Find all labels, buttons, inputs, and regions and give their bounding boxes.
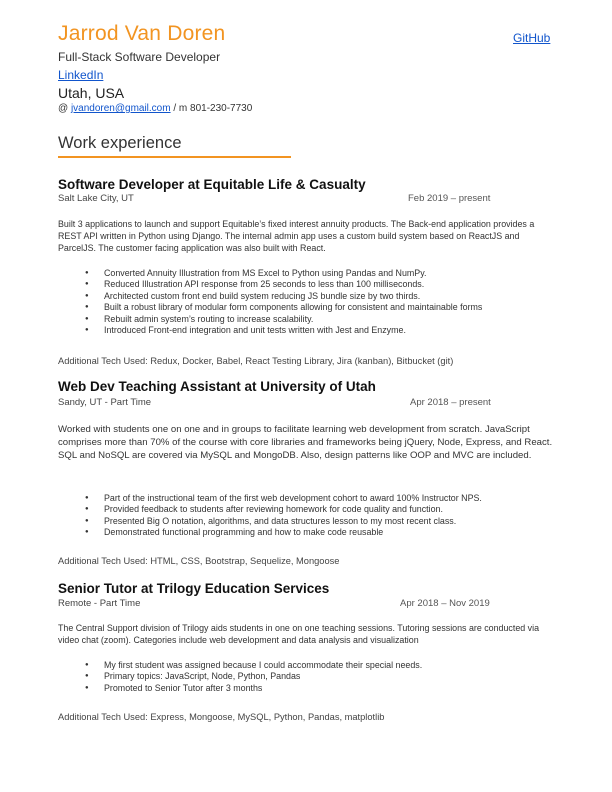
email-link[interactable]: jvandoren@gmail.com	[70, 103, 171, 114]
job-description: Worked with students one on one and in groups to facilitate learning web development from scratch. JavaScript comprises more than 70% of the course with core libraries and frameworks being jQuery, Node, Express, and React. SQL and NoSQL are covered via MySQL and MongoDB. Also, design patterns like OOP and MVC are included.	[58, 424, 553, 462]
section-divider	[58, 156, 291, 158]
job-bullets	[58, 268, 538, 336]
list-item: ● Converted Annuity Illustration from MS Excel to Python using Pandas and NumPy.	[58, 268, 538, 279]
list-item: ● Built a robust library of modular form components allowing for consistent and maintainable forms	[58, 302, 538, 313]
github-link[interactable]: GitHub	[513, 31, 551, 45]
job-dates: Apr 2018 – present	[410, 397, 491, 408]
job-tech: Additional Tech Used: Redux, Docker, Babel, React Testing Library, Jira (kanban), Bitbucket (git)	[58, 356, 454, 366]
list-item: ● Introduced Front-end integration and unit tests written with Jest and Enzyme.	[58, 325, 538, 336]
list-item: ● Rebuilt admin system’s routing to increase scalability.	[58, 314, 538, 325]
list-item: ● Primary topics: JavaScript, Node, Python, Pandas	[58, 671, 538, 682]
email-prefix: @	[58, 103, 71, 114]
job-bullets	[58, 493, 538, 539]
job-dates: Feb 2019 – present	[408, 193, 491, 204]
job-tech: Additional Tech Used: HTML, CSS, Bootstrap, Sequelize, Mongoose	[58, 556, 340, 566]
job-tagline: Full-Stack Software Developer	[58, 50, 221, 64]
job-tech: Additional Tech Used: Express, Mongoose, MySQL, Python, Pandas, matplotlib	[58, 712, 385, 722]
job-location: Salt Lake City, UT	[58, 193, 134, 204]
list-item: ● Architected custom front end build system reducing JS bundle size by two thirds.	[58, 291, 538, 302]
contact-line	[58, 103, 252, 114]
job-title: Senior Tutor at Trilogy Education Services	[58, 581, 330, 596]
list-item: ● Reduced Illustration API response from 25 seconds to less than 100 milliseconds.	[58, 279, 538, 290]
job-description: The Central Support division of Trilogy aids students in one on one teaching sessions. Tutoring sessions are conducted via video chat (zoom). Categories include web development and data analysis and visualization	[58, 623, 540, 645]
list-item: ● Part of the instructional team of the first web development cohort to award 100% Instructor NPS.	[58, 493, 538, 504]
list-item: ● Provided feedback to students after reviewing homework for code quality and function.	[58, 504, 538, 515]
location: Utah, USA	[58, 85, 125, 101]
linkedin-link[interactable]: LinkedIn	[58, 68, 104, 82]
job-title: Software Developer at Equitable Life & Casualty	[58, 177, 366, 192]
list-item: ● My first student was assigned because I could accommodate their special needs.	[58, 660, 538, 671]
list-item: ● Presented Big O notation, algorithms, and data structures lesson to my most recent class.	[58, 516, 538, 527]
list-item: ● Demonstrated functional programming and how to make code reusable	[58, 527, 538, 538]
job-description: Built 3 applications to launch and support Equitable’s fixed interest annuity products. The Back-end application provides a REST API written in Python using Django. The internal admin app uses a custom build system based on ReactJS and ParcelJS. The customer facing application was also built with React.	[58, 219, 535, 253]
phone-number: / m 801-230-7730	[170, 103, 253, 114]
job-title: Web Dev Teaching Assistant at University of Utah	[58, 379, 376, 394]
section-title: Work experience	[58, 134, 182, 152]
job-dates: Apr 2018 – Nov 2019	[400, 598, 490, 609]
job-location: Remote - Part Time	[58, 598, 141, 609]
list-item: ● Promoted to Senior Tutor after 3 months	[58, 683, 538, 694]
candidate-name: Jarrod Van Doren	[58, 22, 226, 45]
job-bullets	[58, 660, 538, 694]
job-location: Sandy, UT - Part Time	[58, 397, 152, 408]
